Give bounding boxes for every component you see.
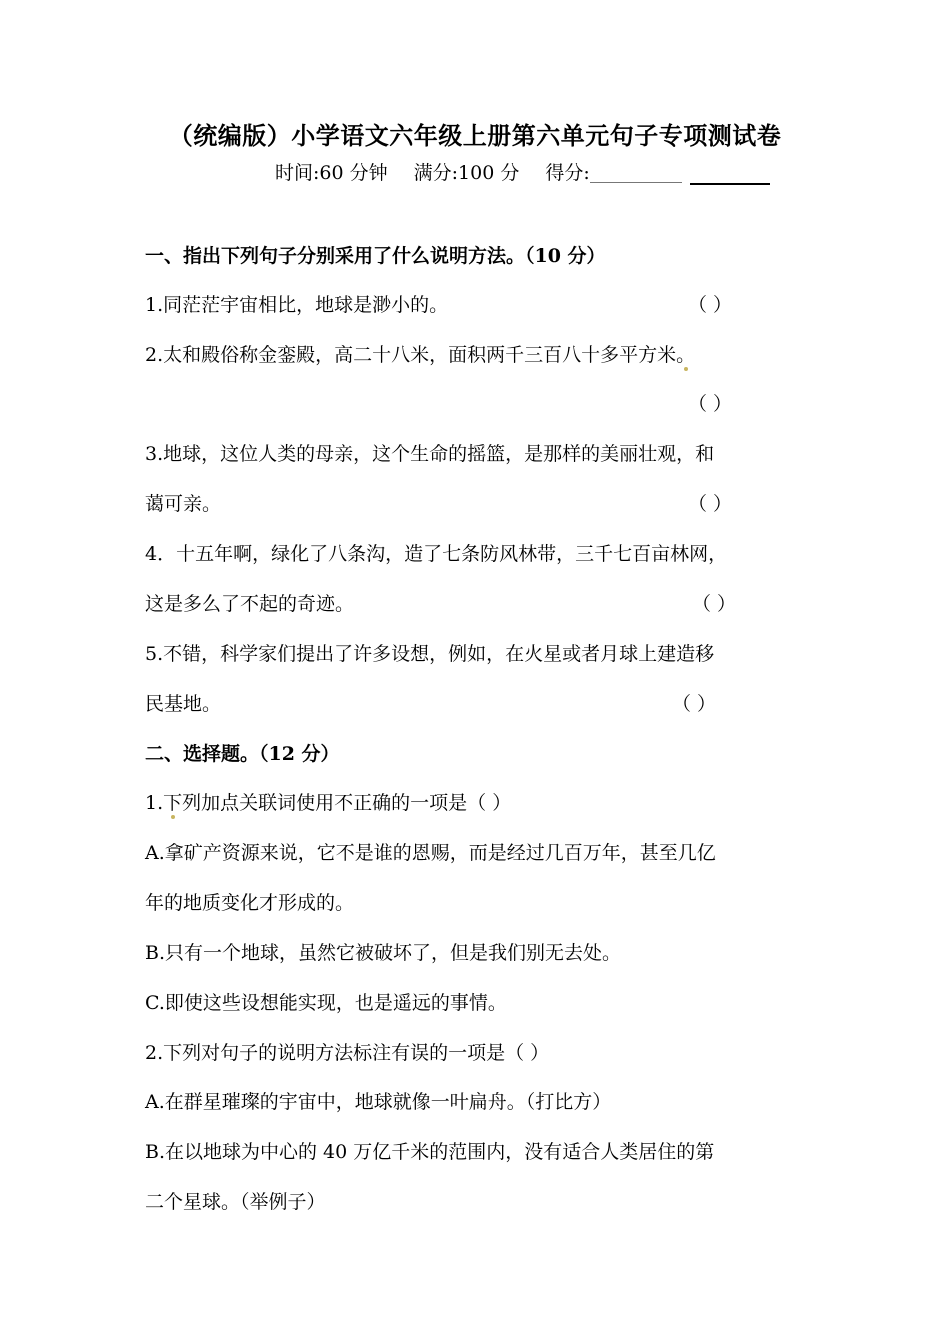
s2-q1: 1.下列加点关联词使用不正确的一项是（ ） bbox=[145, 792, 512, 814]
section-1-heading: 一、指出下列句子分别采用了什么说明方法。（10 分） bbox=[145, 245, 606, 267]
s1-q2: 2.太和殿俗称金銮殿，高二十八米，面积两千三百八十多平方米。 bbox=[145, 344, 696, 366]
s2-q2-option-b-line2: 二个星球。（举例子） bbox=[145, 1191, 326, 1213]
s1-q5-answer-paren[interactable]: （ ） bbox=[672, 693, 717, 715]
s2-q2: 2.下列对句子的说明方法标注有误的一项是（ ） bbox=[145, 1042, 550, 1064]
s2-q1-option-c: C.即使这些设想能实现，也是遥远的事情。 bbox=[145, 992, 507, 1014]
emphasis-dot: 下 bbox=[163, 792, 183, 814]
s2-q2-option-a: A.在群星璀璨的宇宙中，地球就像一叶扁舟。（打比方） bbox=[145, 1091, 612, 1113]
s1-q4-answer-paren[interactable]: （ ） bbox=[692, 593, 737, 615]
section-2-heading: 二、选择题。（12 分） bbox=[145, 743, 340, 765]
full-score: 满分:100 分 bbox=[413, 162, 520, 184]
s1-q1-answer-paren[interactable]: （ ） bbox=[688, 294, 733, 316]
s2-q1-option-a-line1: A.拿矿产资源来说，它不是谁的恩赐，而是经过几百万年，甚至几亿 bbox=[145, 842, 716, 864]
s1-q5-line1: 5.不错，科学家们提出了许多设想，例如，在火星或者月球上建造移 bbox=[145, 643, 715, 665]
s1-q3-line2: 蔼可亲。 bbox=[145, 493, 222, 515]
time-limit: 时间:60 分钟 bbox=[275, 162, 388, 184]
s1-q4-line1: 4．十五年啊，绿化了八条沟，造了七条防风林带，三千七百亩林网， bbox=[145, 543, 728, 565]
s1-q4-line2: 这是多么了不起的奇迹。 bbox=[145, 593, 355, 615]
score-label: 得分: bbox=[545, 162, 590, 184]
s2-q2-option-b-line1: B.在以地球为中心的 40 万亿千米的范围内，没有适合人类居住的第 bbox=[145, 1141, 715, 1163]
s1-q1: 1.同茫茫宇宙相比，地球是渺小的。 bbox=[145, 294, 449, 316]
s2-q1-option-a-line2: 年的地质变化才形成的。 bbox=[145, 892, 355, 914]
exam-meta bbox=[275, 158, 770, 185]
emphasis-dot: 。 bbox=[676, 344, 696, 366]
s2-q1-option-b: B.只有一个地球，虽然它被破坏了，但是我们别无去处。 bbox=[145, 942, 622, 964]
s1-q2-answer-paren[interactable]: （ ） bbox=[688, 393, 733, 415]
page-title: （统编版）小学语文六年级上册第六单元句子专项测试卷 bbox=[168, 121, 782, 150]
s1-q3-answer-paren[interactable]: （ ） bbox=[688, 493, 733, 515]
s1-q3-line1: 3.地球，这位人类的母亲，这个生命的摇篮，是那样的美丽壮观，和 bbox=[145, 443, 715, 465]
score-blank[interactable] bbox=[590, 165, 770, 185]
s1-q5-line2: 民基地。 bbox=[145, 693, 222, 715]
